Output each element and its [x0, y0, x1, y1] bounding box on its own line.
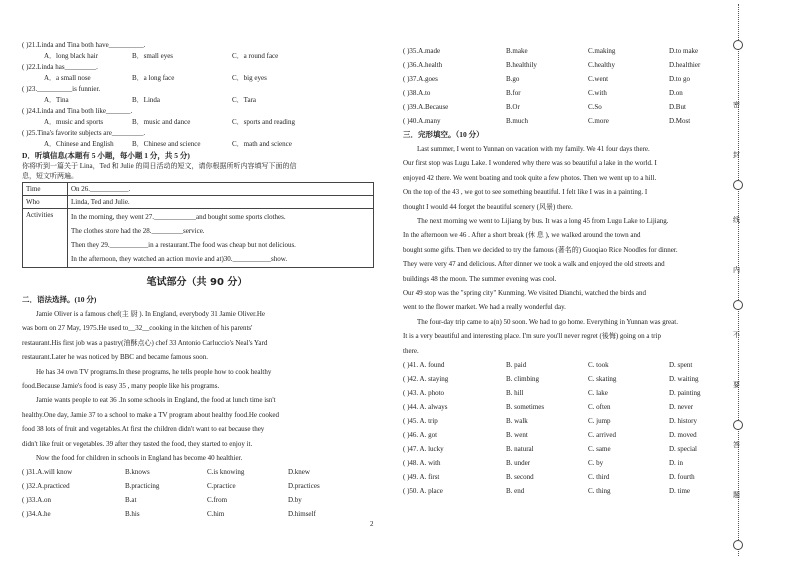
choice-option[interactable]: B. under: [506, 459, 531, 468]
choice-option[interactable]: D.by: [288, 496, 302, 505]
question-number[interactable]: ( )31.A.will know: [22, 468, 73, 477]
choice-option[interactable]: B. sometimes: [506, 403, 545, 412]
binding-char: 不: [733, 331, 740, 339]
binding-char: 密: [733, 101, 740, 109]
choice-option[interactable]: C.healthy: [588, 61, 616, 69]
binding-char: 答: [733, 441, 740, 449]
choice-option[interactable]: B.healthily: [506, 61, 537, 69]
question-number[interactable]: ( )49. A. first: [403, 473, 440, 482]
written-part-title: 笔试部分（共 90 分）: [146, 277, 248, 288]
section-d-title: D．听填信息(本题有 5 小题，每小题 1 分，共 5 分): [22, 151, 190, 160]
choice-row: [403, 358, 753, 372]
passage-line: bought some gifts. Then we decided to try the famous (著名的) Guoqiao Rice Noodles for dinner.: [403, 245, 678, 254]
choice-option[interactable]: D.on: [669, 89, 683, 97]
choice-option[interactable]: D.knew: [288, 468, 310, 477]
option[interactable]: C．a round face: [232, 52, 279, 60]
option-row: [22, 117, 372, 128]
listening-questions: [22, 40, 372, 150]
choice-option[interactable]: D. in: [669, 459, 683, 468]
choice-option[interactable]: C.from: [207, 496, 228, 505]
question-number[interactable]: ( )38.A.to: [403, 89, 431, 97]
option[interactable]: A．Tina: [44, 96, 69, 104]
question-number[interactable]: ( )41. A. found: [403, 361, 445, 370]
passage-line: Our first stop was Lugu Lake. I wondered why there was so beautiful a lake in the world. I: [403, 159, 657, 168]
choice-option[interactable]: B.his: [125, 510, 140, 519]
choice-row: [403, 442, 753, 456]
choice-option[interactable]: B. walk: [506, 417, 528, 426]
choice-option[interactable]: D.healthier: [669, 61, 701, 69]
choice-option[interactable]: B. climbing: [506, 375, 540, 384]
binding-char: 题: [733, 491, 740, 499]
choice-option[interactable]: B. natural: [506, 445, 534, 454]
question-number[interactable]: ( )39.A.Because: [403, 103, 449, 111]
question-number[interactable]: ( )36.A.health: [403, 61, 443, 69]
option-row: [22, 51, 372, 62]
question-number[interactable]: ( )43. A. photo: [403, 389, 445, 398]
binding-circle: [733, 40, 743, 50]
question-number[interactable]: ( )46. A. got: [403, 431, 438, 440]
option[interactable]: C．sports and reading: [232, 118, 295, 126]
choice-option[interactable]: B.practicing: [125, 482, 160, 491]
option[interactable]: B．Chinese and science: [132, 140, 201, 148]
choice-option[interactable]: B.much: [506, 117, 528, 125]
choice-option[interactable]: C.more: [588, 117, 609, 125]
choice-option[interactable]: D. spent: [669, 361, 693, 370]
binding-line: [738, 4, 739, 556]
choice-row: [403, 414, 753, 428]
choice-option[interactable]: D. painting: [669, 389, 701, 398]
question-stem: ( )23.__________is funnier.: [22, 85, 101, 93]
table-cell: Time: [23, 183, 68, 196]
passage-line: The next morning we went to Lijiang by bus. It was a long 45 from Lugu Lake to Lijiang.: [417, 217, 669, 226]
activity-line: The clothes store had the 28._________service.: [71, 227, 205, 235]
option-row: [22, 73, 372, 84]
choice-row: [403, 114, 753, 128]
choice-row: [403, 86, 753, 100]
question-number[interactable]: ( )37.A.goes: [403, 75, 438, 83]
grammar-passage: [22, 307, 372, 465]
choice-row: [403, 400, 753, 414]
choice-option[interactable]: B.for: [506, 89, 521, 97]
choice-row: [403, 386, 753, 400]
passage-line: buildings 48 the moon. The summer evening was cool.: [403, 274, 557, 283]
table-row: [23, 196, 374, 209]
choice-row: [22, 465, 372, 479]
choice-option[interactable]: D. special: [669, 445, 697, 454]
choice-option[interactable]: D. waiting: [669, 375, 699, 384]
option[interactable]: A．Chinese and English: [44, 140, 114, 148]
question-number[interactable]: ( )32.A.practiced: [22, 482, 70, 491]
choice-option[interactable]: C.went: [588, 75, 609, 83]
passage-line: He has 34 own TV programs.In these programs, he tells people how to cook healthy: [36, 367, 272, 376]
question-stem: ( )24.Linda and Tina both like_______.: [22, 107, 133, 115]
binding-char: 线: [733, 216, 740, 224]
question-number[interactable]: ( )33.A.on: [22, 496, 51, 505]
choice-option[interactable]: D. time: [669, 487, 690, 496]
choice-option[interactable]: B.make: [506, 47, 528, 55]
question-number[interactable]: ( )47. A. lucky: [403, 445, 444, 454]
choice-option[interactable]: C.making: [588, 47, 616, 55]
passage-line: food 38 lots of fruit and vegetables.At first the children didn't want to eat because they: [22, 425, 265, 434]
choice-row: [403, 456, 753, 470]
binding-circle: [733, 300, 743, 310]
choice-option[interactable]: C.So: [588, 103, 602, 111]
binding-char: 要: [733, 381, 740, 389]
question-number[interactable]: ( )40.A.many: [403, 117, 441, 125]
choice-option[interactable]: B.Or: [506, 103, 520, 111]
choice-option[interactable]: C. same: [588, 445, 611, 454]
passage-line: went to the flower market. We had a really wonderful day.: [403, 303, 566, 312]
choice-row: [403, 470, 753, 484]
choice-option[interactable]: C. often: [588, 403, 611, 412]
choice-row: [22, 493, 372, 507]
binding-char: 封: [733, 151, 740, 159]
question-number[interactable]: ( )48. A. with: [403, 459, 441, 468]
passage-line: Last summer, I went to Yunnan on vacation with my family. We 41 four days there.: [417, 145, 650, 153]
table-cell: Activities: [23, 209, 68, 268]
cloze-passage: [403, 142, 753, 358]
passage-line: On the top of the 43 , we got to see something beautiful. I felt like I was in a painting. I: [403, 188, 648, 197]
choice-option[interactable]: B. paid: [506, 361, 527, 370]
choice-row: [403, 428, 753, 442]
choice-row: [403, 58, 753, 72]
choice-option[interactable]: D.practices: [288, 482, 320, 491]
choice-row: [403, 44, 753, 58]
choice-option[interactable]: B. end: [506, 487, 525, 496]
option-row: [22, 139, 372, 150]
passage-line: Jamie wants people to eat 36 .In some schools in England, the food at lunch time isn't: [36, 396, 276, 405]
choice-option[interactable]: C.with: [588, 89, 607, 97]
passage-line: In the afternoon we 46 . After a short break (休 息 ), we walked around the town and: [403, 231, 641, 240]
section-d-desc-2: 息，短文听两遍。: [22, 172, 78, 180]
question-stem: ( )21.Linda and Tina both have__________.: [22, 41, 146, 49]
choice-option[interactable]: D.himself: [288, 510, 316, 519]
question-number[interactable]: ( )45. A. trip: [403, 417, 438, 426]
option[interactable]: A．a small nose: [44, 74, 91, 82]
passage-line: food.Because Jamie's food is easy 35 , many people like his programs.: [22, 382, 220, 391]
choice-option[interactable]: C. arrived: [588, 431, 616, 440]
choice-row: [403, 484, 753, 498]
passage-line: They were very 47 and delicious. After dinner we took a walk and enjoyed the old streets and: [403, 260, 665, 269]
grammar-title: 二．语法选择。(10 分): [22, 295, 97, 304]
choice-row: [22, 479, 372, 493]
choice-option[interactable]: B. hill: [506, 389, 524, 398]
choice-option[interactable]: C.is knowing: [207, 468, 245, 477]
choice-option[interactable]: C. skating: [588, 375, 617, 384]
option[interactable]: A．long black hair: [44, 52, 99, 60]
choice-option[interactable]: C. thing: [588, 487, 611, 496]
section-d-desc-1: 你将听到一篇关于 Lina，Ted 和 Julie 的周日活动的短文，请你根据所听内容填写下面的信: [22, 162, 297, 170]
binding-circle: [733, 420, 743, 430]
binding-circle: [733, 540, 743, 550]
question-number[interactable]: ( )35.A.made: [403, 47, 441, 55]
table-cell[interactable]: [68, 209, 374, 268]
binding-circle: [733, 180, 743, 190]
choice-option[interactable]: C. lake: [588, 389, 608, 398]
choice-option[interactable]: D.to make: [669, 47, 699, 55]
choice-row: [22, 507, 372, 521]
passage-line: there.: [403, 346, 419, 355]
passage-line: was born on 27 May, 1975.He used to__32__cooking in the kitchen of his parents': [22, 324, 253, 333]
question-stem: ( )22.Linda has_________.: [22, 63, 98, 71]
activity-line: Then they 29.___________in a restaurant.The food was cheap but not delicious.: [71, 241, 296, 249]
passage-line: Now the food for children in schools in England has become 40 healthier.: [36, 454, 243, 463]
passage-line: restaurant.His first job was a pastry(油酥点心) chef 33 Antonio Carluccio's Neal's Yard: [22, 338, 268, 347]
choice-option[interactable]: B. second: [506, 473, 534, 482]
option[interactable]: B．music and dance: [132, 118, 191, 126]
activity-line: In the afternoon, they watched an action movie and at)30.___________show.: [71, 255, 288, 263]
passage-line: thought I would 44 forget the beautiful scenery (风景) there.: [403, 202, 573, 211]
passage-line: Our 49 stop was the "spring city" Kunming. We visited Dianchi, watched the birds and: [403, 289, 646, 298]
option[interactable]: A．music and sports: [44, 118, 104, 126]
table-cell: Linda, Ted and Julie.: [68, 196, 374, 209]
option[interactable]: C．math and science: [232, 140, 292, 148]
table-row: [23, 209, 374, 268]
passage-line: Jamie Oliver is a famous chef(主 厨 ). In England, everybody 31 Jamie Oliver.He: [36, 310, 265, 318]
choice-option[interactable]: C. took: [588, 361, 609, 370]
choice-option[interactable]: B.knows: [125, 468, 150, 477]
choice-option[interactable]: D. fourth: [669, 473, 695, 482]
choice-row: [403, 100, 753, 114]
choice-option[interactable]: B.at: [125, 496, 137, 505]
cloze-options: [403, 358, 753, 498]
grammar-options-continued: [403, 44, 753, 128]
option[interactable]: B．small eyes: [132, 52, 174, 60]
passage-line: didn't like fruit or vegetables. 39 after they tasted the food, they started to enjoy it.: [22, 439, 253, 448]
choice-option[interactable]: B.go: [506, 75, 520, 83]
passage-line: The four-day trip came to a(n) 50 soon. We had to go home. Everything in Yunnan was great.: [417, 317, 678, 326]
option[interactable]: B．a long face: [132, 74, 175, 82]
choice-option[interactable]: D.But: [669, 103, 686, 111]
table-cell[interactable]: On 26.___________.: [68, 183, 374, 196]
passage-line: restaurant.Later he was noticed by BBC and became famous soon.: [22, 353, 209, 362]
question-number[interactable]: ( )42. A. staying: [403, 375, 449, 384]
choice-row: [403, 72, 753, 86]
choice-row: [403, 372, 753, 386]
right-column: [403, 44, 753, 498]
page-number: 2: [370, 520, 374, 528]
choice-option[interactable]: C.him: [207, 510, 225, 519]
question-stem: ( )25.Tina's favorite subjects are_________.: [22, 129, 146, 137]
info-table: [22, 182, 374, 268]
choice-option[interactable]: D. never: [669, 403, 694, 412]
choice-option[interactable]: D. history: [669, 417, 697, 426]
cloze-title: 三．完形填空。（10 分）: [403, 130, 484, 139]
choice-option[interactable]: C. third: [588, 473, 610, 482]
activity-line: In the morning, they went 27.____________and bought some sports clothes.: [71, 213, 286, 221]
option[interactable]: C．Tara: [232, 96, 257, 104]
option-row: [22, 95, 372, 106]
choice-option[interactable]: C.practice: [207, 482, 236, 491]
choice-option[interactable]: B. went: [506, 431, 528, 440]
grammar-options: [22, 465, 372, 521]
table-cell: Who: [23, 196, 68, 209]
choice-option[interactable]: D. moved: [669, 431, 697, 440]
option[interactable]: B．Linda: [132, 96, 160, 104]
passage-line: It is a very beautiful and interesting place. I'm sure you'll never regret (後悔) going on a trip: [403, 332, 661, 341]
passage-line: healthy.One day, Jamie 37 to a school to make a TV program about healthy food.He cooked: [22, 410, 279, 419]
left-column: [22, 40, 372, 521]
passage-line: enjoyed 42 there. We went boating and took quite a few photos. Then we went up to a hill.: [403, 173, 657, 182]
binding-char: 内: [733, 266, 740, 274]
table-row: [23, 183, 374, 196]
option[interactable]: C．big eyes: [232, 74, 267, 82]
choice-option[interactable]: D.to go: [669, 75, 690, 83]
choice-option[interactable]: C. by: [588, 459, 604, 468]
choice-option[interactable]: D.Most: [669, 117, 691, 125]
choice-option[interactable]: C. jump: [588, 417, 611, 426]
question-number[interactable]: ( )34.A.he: [22, 510, 51, 519]
question-number[interactable]: ( )44. A. always: [403, 403, 448, 412]
question-number[interactable]: ( )50. A. place: [403, 487, 443, 496]
